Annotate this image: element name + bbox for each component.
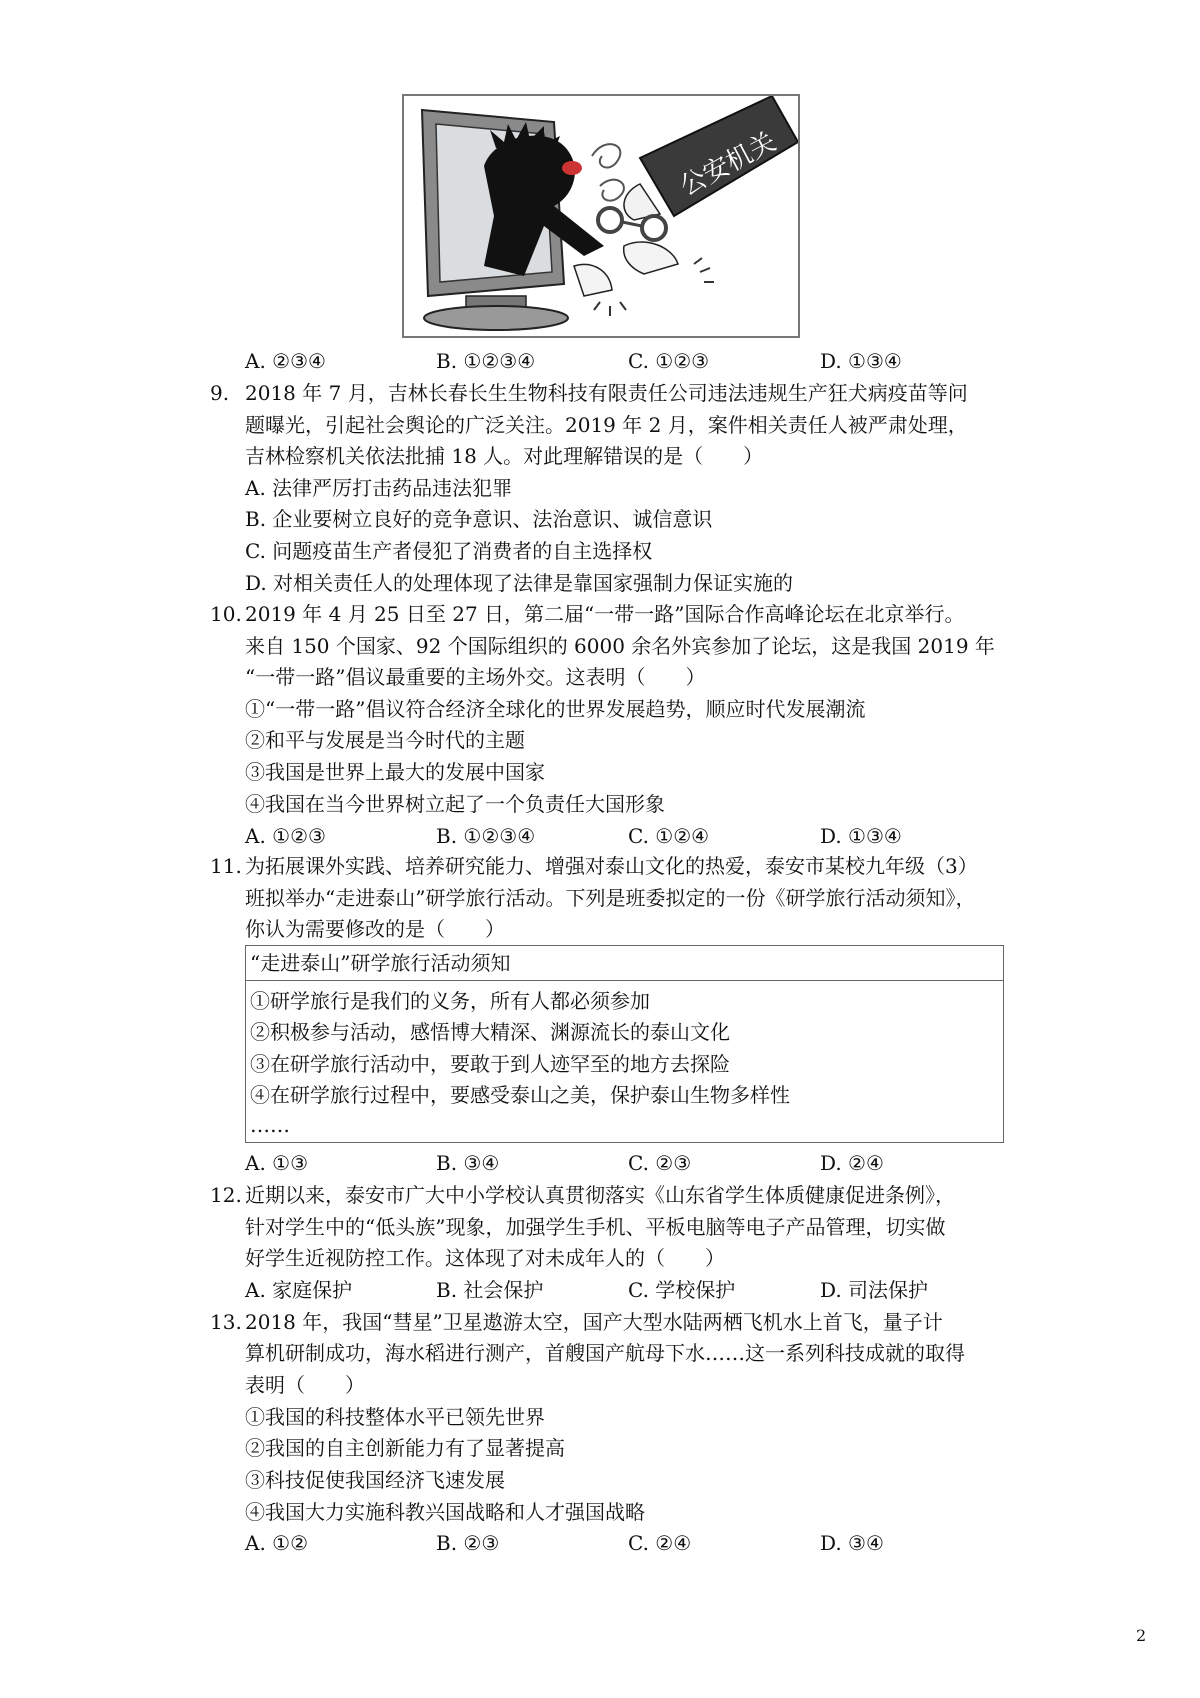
notice-title: “走进泰山”研学旅行活动须知 bbox=[250, 951, 511, 975]
q12-option-b[interactable]: B. 社会保护 bbox=[436, 1278, 544, 1302]
q10-statement: ①“一带一路”倡议符合经济全球化的世界发展趋势，顺应时代发展潮流 bbox=[245, 697, 866, 721]
q11-stem-line: 为拓展课外实践、培养研究能力、增强对泰山文化的热爱，泰安市某校九年级（3） bbox=[245, 854, 978, 878]
q10-number: 10. bbox=[210, 602, 242, 626]
q13-statement: ④我国大力实施科教兴国战略和人才强国战略 bbox=[245, 1500, 645, 1524]
q13-statement: ③科技促使我国经济飞速发展 bbox=[245, 1468, 505, 1492]
q13-option-b[interactable]: B. ②③ bbox=[436, 1531, 500, 1555]
q13-stem-line: 2018 年，我国“彗星”卫星遨游太空，国产大型水陆两栖飞机水上首飞，量子计 bbox=[245, 1310, 943, 1334]
q8-option-a[interactable]: A. ②③④ bbox=[245, 349, 326, 373]
cartoon-illustration bbox=[404, 96, 798, 336]
q12-stem-line: 好学生近视防控工作。这体现了对未成年人的（ ） bbox=[245, 1246, 725, 1270]
q11-number: 11. bbox=[210, 854, 242, 878]
q13-stem-line: 算机研制成功，海水稻进行测产，首艘国产航母下水……这一系列科技成就的取得 bbox=[245, 1341, 965, 1365]
q11-stem-line: 你认为需要修改的是（ ） bbox=[245, 917, 505, 941]
q9-choice-d[interactable]: D. 对相关责任人的处理体现了法律是靠国家强制力保证实施的 bbox=[245, 571, 794, 595]
q11-stem-line: 班拟举办“走进泰山”研学旅行活动。下列是班委拟定的一份《研学旅行活动须知》， bbox=[245, 886, 976, 910]
q9-stem-line: 吉林检察机关依法批捕 18 人。对此理解错误的是（ ） bbox=[245, 444, 764, 468]
q8-option-d[interactable]: D. ①③④ bbox=[820, 349, 902, 373]
notice-divider bbox=[246, 980, 1003, 981]
notice-item: ②积极参与活动，感悟博大精深、渊源流长的泰山文化 bbox=[250, 1020, 730, 1044]
q12-number: 12. bbox=[210, 1183, 242, 1207]
notice-item: ①研学旅行是我们的义务，所有人都必须参加 bbox=[250, 989, 650, 1013]
q9-choice-a[interactable]: A. 法律严厉打击药品违法犯罪 bbox=[245, 476, 513, 500]
q13-option-d[interactable]: D. ③④ bbox=[820, 1531, 884, 1555]
q10-statement: ③我国是世界上最大的发展中国家 bbox=[245, 760, 545, 784]
q12-option-d[interactable]: D. 司法保护 bbox=[820, 1278, 929, 1302]
q9-stem-line: 题曝光，引起社会舆论的广泛关注。2019 年 2 月，案件相关责任人被严肃处理， bbox=[245, 413, 968, 437]
q11-option-a[interactable]: A. ①③ bbox=[245, 1151, 309, 1175]
q10-stem-line: “一带一路”倡议最重要的主场外交。这表明（ ） bbox=[245, 665, 706, 689]
q9-number: 9. bbox=[210, 381, 230, 405]
notice-table bbox=[245, 945, 1004, 1143]
cartoon-figure bbox=[402, 94, 800, 338]
q13-option-a[interactable]: A. ①② bbox=[245, 1531, 309, 1555]
q13-statement: ②我国的自主创新能力有了显著提高 bbox=[245, 1436, 565, 1460]
q10-stem-line: 2019 年 4 月 25 日至 27 日，第二届“一带一路”国际合作高峰论坛在北京举行。 bbox=[245, 602, 965, 626]
q10-statement: ④我国在当今世界树立起了一个负责任大国形象 bbox=[245, 792, 665, 816]
q12-stem-line: 针对学生中的“低头族”现象，加强学生手机、平板电脑等电子产品管理，切实做 bbox=[245, 1215, 946, 1239]
page-number: 2 bbox=[1136, 1626, 1147, 1645]
q13-option-c[interactable]: C. ②④ bbox=[628, 1531, 692, 1555]
q8-option-c[interactable]: C. ①②③ bbox=[628, 349, 710, 373]
q12-option-a[interactable]: A. 家庭保护 bbox=[245, 1278, 353, 1302]
notice-item: ④在研学旅行过程中，要感受泰山之美，保护泰山生物多样性 bbox=[250, 1083, 790, 1107]
q10-option-c[interactable]: C. ①②④ bbox=[628, 824, 710, 848]
q8-option-b[interactable]: B. ①②③④ bbox=[436, 349, 536, 373]
q11-option-b[interactable]: B. ③④ bbox=[436, 1151, 500, 1175]
q9-choice-b[interactable]: B. 企业要树立良好的竞争意识、法治意识、诚信意识 bbox=[245, 507, 713, 531]
q9-stem-line: 2018 年 7 月，吉林长春长生生物科技有限责任公司违法违规生产狂犬病疫苗等问 bbox=[245, 381, 968, 405]
notice-ellipsis: …… bbox=[250, 1113, 290, 1137]
q10-stem-line: 来自 150 个国家、92 个国际组织的 6000 余名外宾参加了论坛，这是我国 2019 年 bbox=[245, 634, 995, 658]
q11-option-d[interactable]: D. ②④ bbox=[820, 1151, 884, 1175]
q13-number: 13. bbox=[210, 1310, 242, 1334]
q11-option-c[interactable]: C. ②③ bbox=[628, 1151, 692, 1175]
notice-item: ③在研学旅行活动中，要敢于到人迹罕至的地方去探险 bbox=[250, 1052, 730, 1076]
q10-statement: ②和平与发展是当今时代的主题 bbox=[245, 728, 525, 752]
q9-choice-c[interactable]: C. 问题疫苗生产者侵犯了消费者的自主选择权 bbox=[245, 539, 653, 563]
q10-option-a[interactable]: A. ①②③ bbox=[245, 824, 326, 848]
q10-option-d[interactable]: D. ①③④ bbox=[820, 824, 902, 848]
q10-option-b[interactable]: B. ①②③④ bbox=[436, 824, 536, 848]
q12-stem-line: 近期以来，泰安市广大中小学校认真贯彻落实《山东省学生体质健康促进条例》， bbox=[245, 1183, 955, 1207]
q13-stem-line: 表明（ ） bbox=[245, 1373, 365, 1397]
q13-statement: ①我国的科技整体水平已领先世界 bbox=[245, 1405, 545, 1429]
q12-option-c[interactable]: C. 学校保护 bbox=[628, 1278, 736, 1302]
police-sleeve-label: 公安机关 bbox=[675, 126, 782, 203]
